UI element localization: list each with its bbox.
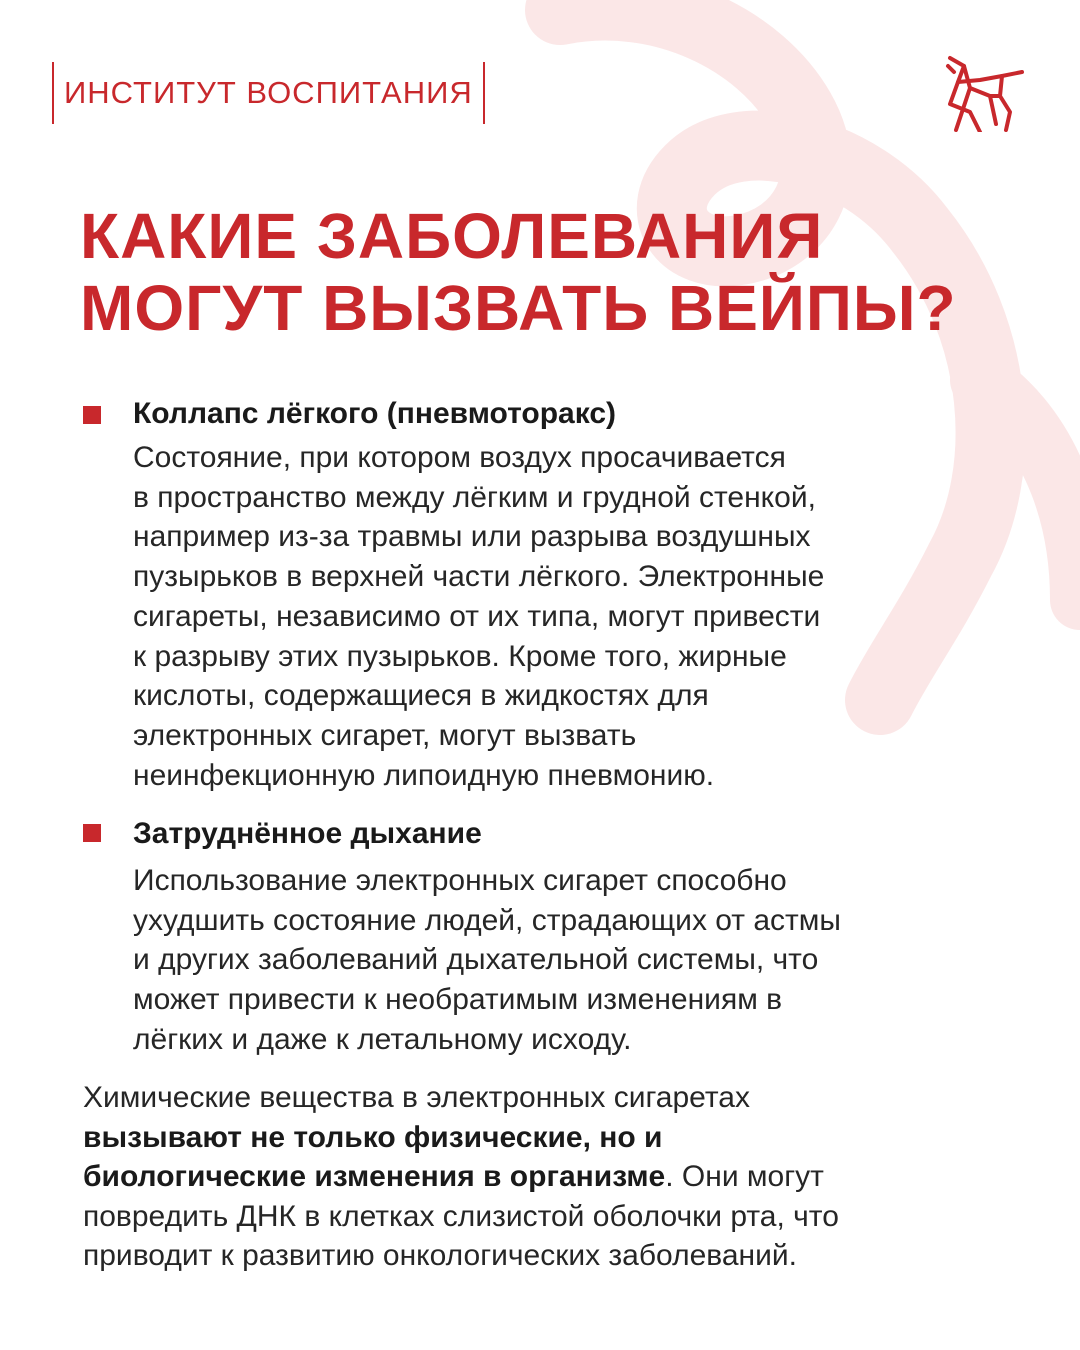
title-line-1: КАКИЕ ЗАБОЛЕВАНИЯ [80,200,824,272]
bullet-square-icon [83,406,101,424]
body-line: кислоты, содержащиеся в жидкостях для [133,679,709,713]
body-line: Использование электронных сигарет способно [133,864,787,897]
outro-bold-text: биологические изменения в организме [83,1160,666,1193]
section-breathing-difficulty [133,814,1053,1060]
page-title [80,200,1040,344]
body-line: в пространство между лёгким и грудной стенкой, [133,480,816,514]
brand-label [52,62,485,124]
body-line: сигареты, независимо от их типа, могут привести [133,599,821,633]
body-line: ухудшить состояние людей, страдающих от астмы [133,903,841,937]
closing-paragraph [83,1078,1053,1276]
body-line: может привести к необратимым изменениям в [133,983,783,1017]
section-heading: Коллапс лёгкого (пневмоторакс) [133,397,617,430]
body-line: и других заболеваний дыхательной системы, что [133,943,819,977]
section-pneumothorax [133,394,1053,795]
body-line: электронных сигарет, могут вызвать [133,718,637,752]
body-line: неинфекционную липоидную пневмонию. [133,758,715,792]
outro-line [83,1118,1053,1158]
title-line-2: МОГУТ ВЫЗВАТЬ ВЕЙПЫ? [80,272,957,344]
bullet-square-icon [83,824,101,842]
outro-line: Химические вещества в электронных сигаретах [83,1081,750,1114]
section-heading: Затруднённое дыхание [133,817,482,850]
body-line: например из-за травмы или разрыва воздушных [133,520,811,554]
body-line: Состояние, при котором воздух просачивается [133,441,786,474]
horse-icon [940,52,1036,132]
outro-line: повредить ДНК в клетках слизистой оболочки рта, что [83,1199,839,1233]
outro-text: . Они могут [665,1160,824,1193]
section-body [133,861,1053,1060]
section-body [133,438,1053,795]
body-line: лёгких и даже к летальному исходу. [133,1022,632,1056]
outro-bold-text: вызывают не только физические, но и [83,1120,663,1154]
brand-name: ИНСТИТУТ ВОСПИТАНИЯ [64,75,473,110]
body-line: к разрыву этих пузырьков. Кроме того, жирные [133,639,787,673]
body-line: пузырьков в верхней части лёгкого. Электронные [133,560,825,594]
outro-line: приводит к развитию онкологических заболеваний. [83,1239,797,1272]
outro-line [83,1157,1053,1197]
